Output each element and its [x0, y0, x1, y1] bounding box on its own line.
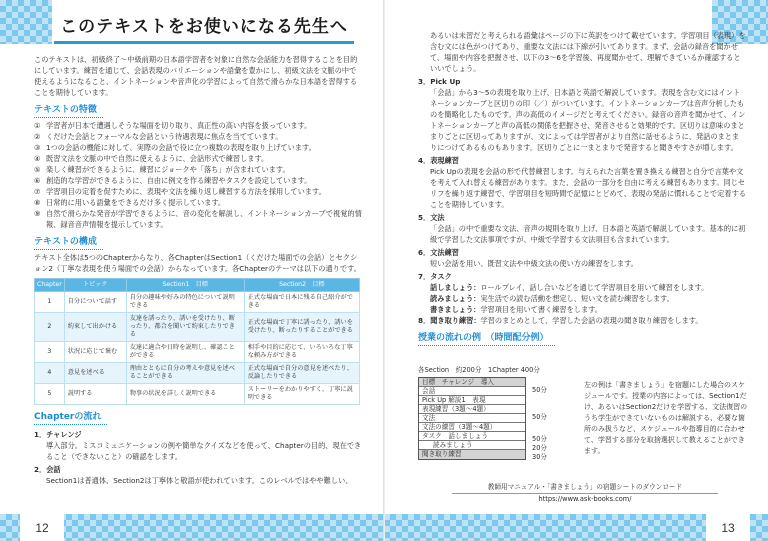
- step-title: 6．文法練習: [418, 248, 459, 257]
- table-row: [35, 363, 360, 384]
- table-cell: 4: [35, 363, 65, 384]
- table-cell: 相手や目的に応じて、いろいろな丁寧な頼み方ができる: [244, 342, 359, 363]
- step-text: Pick Upの表現を会話の形で代替練習します。与えられた言葉を置き換える練習と自分で言葉や文を考えて入れ替える練習があります。また、会話の一部分を自由に考える練習もあります。同じセリフを繰り返す練習で、学習項目を短時間で記憶にとどめて、表現の発話に慣れることで定着することを期待しています。: [430, 167, 746, 209]
- features-heading: テキストの特徴: [34, 104, 103, 118]
- feature-number: ⑤: [34, 165, 41, 174]
- flow-list: [34, 429, 362, 486]
- step8-text: 学習のまとめとして、学習した会話の表現の聞き取り練習をします。: [480, 316, 703, 325]
- col-section1: Section1 目標: [126, 279, 244, 292]
- step-title: 7．タスク: [418, 272, 452, 281]
- page-title: このテキストをお使いになる先生へ: [60, 17, 348, 37]
- continued-paragraph: あるいは未習だと考えられる語彙はページの下に英訳をつけて載せています。学習項目（表現）を含む文には色がつけてあり、重要な文法には下線が引いてあります。まず、会話の録音を聞かせて、場面や内容を把握させ、以下の3～6を学習後、再度聞かせて、理解できているか確認するといいでしょう。: [430, 31, 746, 73]
- feature-number: ⑨: [34, 209, 41, 218]
- download-text: 教師用マニュアル・「書きましょう」の宿題シートのダウンロード: [452, 482, 718, 494]
- structure-paragraph: テキスト全体は5つのChapterからなり、各ChapterはSection1（くだけた場面での会話）とセクション2（丁寧な表現を使う場面での会話）からなっています。各Chapterのテーマは以下の通りです。: [34, 253, 361, 273]
- col-topic: トピック: [64, 279, 126, 292]
- flow-text: Section1は普通体、Section2は丁寧体と敬語が使われています。このレベルではやや難しい、: [46, 476, 353, 485]
- feature-item: [34, 208, 362, 230]
- feature-number: ⑦: [34, 187, 41, 196]
- feature-number: ⑧: [34, 198, 41, 207]
- schedule-note: 各Section 約200分 1Chapter 400分: [418, 366, 540, 374]
- task-text: 実生活での読む活動を想定し、短い文を読む練習をします。: [480, 294, 674, 303]
- table-cell: 正式な場面で自分の意見を述べたり、反論したりできる: [244, 363, 359, 384]
- schedule-row: 目標 チャレンジ 導入: [419, 378, 525, 387]
- table-cell: 自分について話す: [64, 292, 126, 313]
- feature-number: ⑥: [34, 176, 41, 185]
- table-cell: 物事の状況を詳しく説明できる: [126, 384, 244, 405]
- feature-item: [34, 153, 362, 164]
- schedule-side-note: 左の例は「書きましょう」を宿題にした場合のスケジュールです。授業の内容によっては、Section1だけ、あるいはSection2だけを学習する、文法復習のうち学生ができていないものは解説する、必要な箇所のみ扱うなど、スケジュールや指導目的に合わせて、学習する部分を取捨選択して教えることができます。: [584, 381, 748, 455]
- task-label: 読みましょう：: [430, 294, 481, 303]
- step-text: 「会話」から3～5の表現を取り上げ、日本語と英語で解説しています。表現を含む文にはイントネーションカーブと区切りの印（／）がついています。イントネーションカーブは音声分析したものを簡略化したものです。声の高低のイメージだと考えてください。録音の音声を聞かせて、イントネーションカーブと声の高低の関係を把握させ、発音させると効果的です。区切りは意味のまとまりごとに区切ってありますが、文によっては学習者がより自然に話せるように、発話のまとまりにつけてあるものもあります。区切りごとに一まとまりで発音すると聞きやすさが増します。: [430, 88, 746, 152]
- feature-number: ③: [34, 143, 41, 152]
- left-content: [34, 54, 362, 486]
- schedule-row: 文法の練習（3題～4題）: [419, 423, 525, 432]
- chapter-table: [34, 278, 360, 405]
- table-cell: 1: [35, 292, 65, 313]
- schedule-row: 読みましょう: [419, 441, 525, 450]
- schedule-row: Pick Up 解説1 表現: [419, 396, 525, 405]
- table-cell: 2: [35, 313, 65, 342]
- feature-text: 楽しく練習ができるように、練習にジョークや「落ち」が含まれています。: [46, 165, 290, 174]
- task-text: ロールプレイ、話し合いなどを通じて学習項目を用いて練習をします。: [480, 283, 709, 292]
- right-content: [418, 30, 746, 348]
- step-title: 5．文法: [418, 213, 445, 222]
- table-cell: 理由とともに自分の考えや意見を述べることができる: [126, 363, 244, 384]
- table-row: [35, 384, 360, 405]
- table-cell: ストーリーをわかりやすく、丁寧に説明できる: [244, 384, 359, 405]
- feature-item: [34, 186, 362, 197]
- feature-number: ④: [34, 154, 41, 163]
- structure-heading: テキストの構成: [34, 236, 103, 250]
- schedule-row: 表現練習（3題～4題）: [419, 405, 525, 414]
- time-3: 50分: [532, 435, 547, 443]
- tasks-list: [418, 282, 746, 315]
- time-2: 50分: [532, 413, 547, 421]
- schedule-heading: 授業の流れの例 （時間配分例）: [418, 332, 555, 346]
- page-number-left: 12: [20, 514, 64, 541]
- feature-text: 自然で滑らかな発音が学習できるように、音の変化を解説し、イントネーションカーブで視覚的情報、録音音声情報を提示しています。: [46, 209, 362, 229]
- feature-text: くだけた会話とフォーマルな会話という待遇表現に焦点を当てています。: [46, 132, 283, 141]
- schedule-row: 文法: [419, 414, 525, 423]
- schedule-row: タスク 話しましょう: [419, 432, 525, 441]
- feature-text: 日常的に用いる語彙をできるだけ多く提示しています。: [46, 198, 226, 207]
- table-cell: 3: [35, 342, 65, 363]
- feature-item: [34, 142, 362, 153]
- features-list: [34, 120, 362, 230]
- table-cell: 約束して出かける: [64, 313, 126, 342]
- table-cell: 友達に適合や日時を説明し、確認ことができる: [126, 342, 244, 363]
- task-text: 学習項目を用いて書く練習をします。: [480, 305, 602, 314]
- table-cell: 正式な場面で丁寧に誘ったり、誘いを受けたり、断ったりすることができる: [244, 313, 359, 342]
- task-label: 話しましょう：: [430, 283, 481, 292]
- feature-text: 学習項目の定着を促すために、表現や文法を繰り返し練習する方法を採用しています。: [46, 187, 326, 196]
- flow-heading: Chapterの流れ: [34, 411, 107, 425]
- feature-text: 創造的な学習ができるように、自由に例文を作る練習やタスクを設定しています。: [46, 176, 312, 185]
- schedule-table: [418, 377, 526, 460]
- time-5: 30分: [532, 453, 547, 461]
- task-label: 書きましょう：: [430, 305, 481, 314]
- time-4: 20分: [532, 444, 547, 452]
- feature-number: ②: [34, 132, 41, 141]
- flow-title: 2．会話: [34, 465, 61, 474]
- step-title: 3．Pick Up: [418, 77, 461, 86]
- steps-list: [418, 76, 746, 282]
- page-title-box: [54, 8, 354, 44]
- table-row: [35, 292, 360, 313]
- table-cell: 自分の趣味や好みの特色について説明できる: [126, 292, 244, 313]
- feature-text: 学習者が日本で遭遇しそうな場面を切り取り、真正性の高い内容を扱っています。: [46, 121, 312, 130]
- task-item: [430, 293, 746, 304]
- step8: [418, 315, 746, 326]
- table-cell: 正式な場面で日本に残る自己紹介ができる: [244, 292, 359, 313]
- schedule-row: 聞き取り練習: [419, 450, 525, 459]
- feature-item: [34, 120, 362, 131]
- intro-paragraph: このテキストは、初級終了～中級前期の日本語学習者を対象に自然な会話能力を習得することを目的にしています。練習を通じて、会話表現のバリエーションや語彙を豊かにし、初級文法を文脈の中で使えるようになること、イントネーションや音声化の学習によって自然で滑らかな日本語を習得することを期待しています。: [34, 55, 358, 97]
- feature-text: 既習文法を文脈の中で自然に使えるように、会話形式で練習します。: [46, 154, 269, 163]
- table-cell: 意見を述べる: [64, 363, 126, 384]
- step-text: 「会話」の中で重要な文法、音声の規則を取り上げ、日本語と英語で解説しています。基本的に初級で学習した文法事項ですが、中級で学習する文法項目も含まれています。: [430, 224, 746, 244]
- feature-text: 1つの会話の機能に対して、実際の会話で役に立つ複数の表現を取り上げています。: [46, 143, 316, 152]
- step-title: 4．表現練習: [418, 156, 459, 165]
- step8-title: 8．聞き取り練習：: [418, 316, 481, 325]
- table-cell: 説明する: [64, 384, 126, 405]
- time-1: 50分: [532, 386, 547, 394]
- top-left-checker-band: [0, 0, 52, 44]
- table-row: [35, 342, 360, 363]
- feature-number: ①: [34, 121, 41, 130]
- col-section2: Section2 目標: [244, 279, 359, 292]
- table-row: [35, 313, 360, 342]
- flow-title: 1．チャレンジ: [34, 430, 82, 439]
- download-url[interactable]: https://www.ask-books.com/: [538, 495, 632, 503]
- page-number-right: 13: [706, 514, 750, 541]
- table-cell: 5: [35, 384, 65, 405]
- chapter-table-header: [35, 279, 360, 292]
- schedule-row: 会話: [419, 387, 525, 396]
- feature-item: [34, 131, 362, 142]
- task-item: [430, 282, 746, 293]
- schedule-block: [418, 366, 578, 460]
- col-chapter: Chapter: [35, 279, 65, 292]
- book-gutter: [383, 0, 385, 541]
- download-info: [452, 482, 718, 504]
- feature-item: [34, 197, 362, 208]
- feature-item: [34, 175, 362, 186]
- table-cell: 友達を誘ったり、誘いを受けたり、断ったり、都合を聞いて約束したりできる: [126, 313, 244, 342]
- step-text: 短い会話を用い、既習文法や中級文法の使い方の練習をします。: [430, 259, 638, 268]
- table-cell: 状況に応じて褒む: [64, 342, 126, 363]
- feature-item: [34, 164, 362, 175]
- flow-text: 導入部分。ミスコミュニケーションの例や簡単なクイズなどを使って、Chapterの目的、現在できること（できないこと）の確認をします。: [46, 441, 362, 461]
- task-item: [430, 304, 746, 315]
